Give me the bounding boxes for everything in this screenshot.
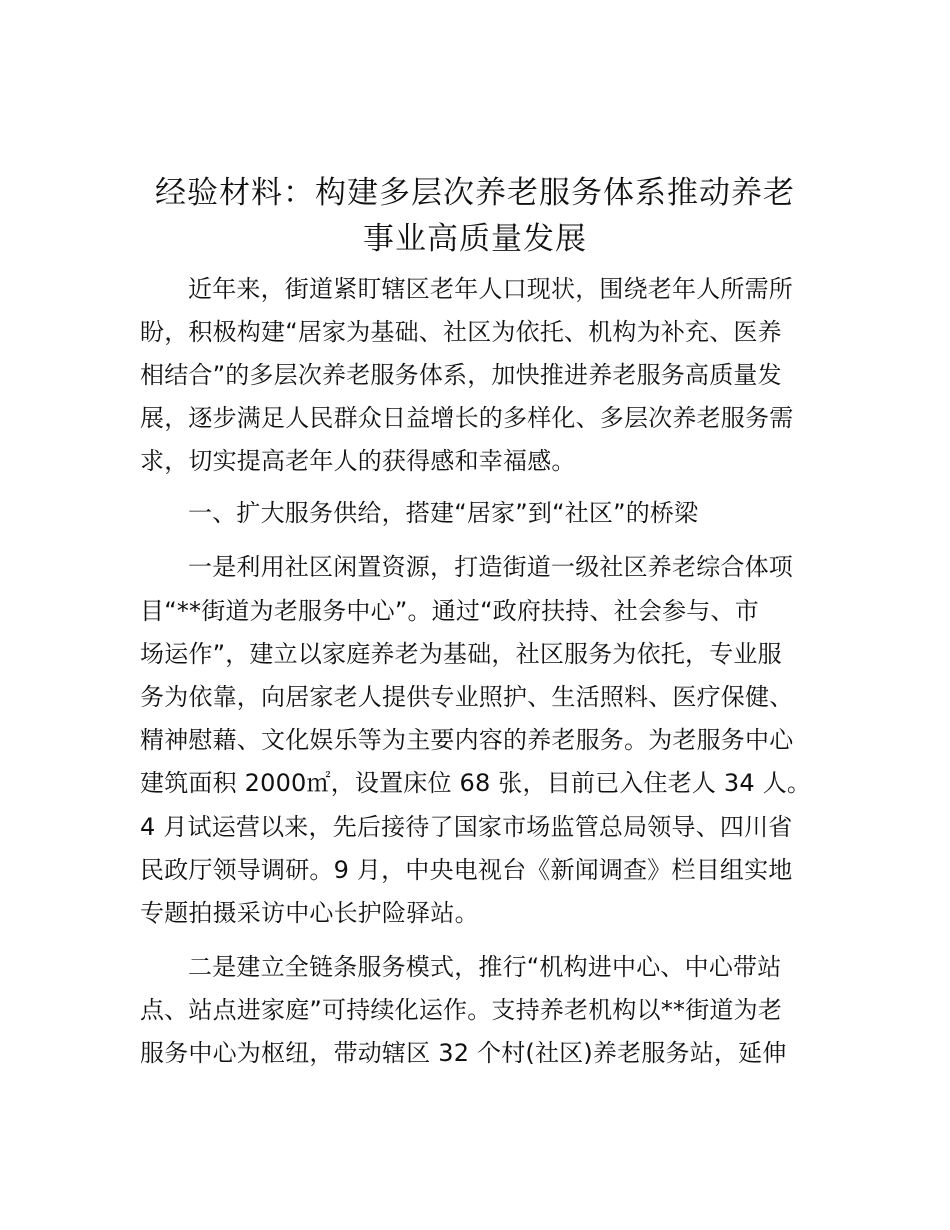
- paragraph-2-line-2: 目“**街道为老服务中心”。通过“政府扶持、社会参与、市: [140, 597, 759, 625]
- paragraph-1-line-5: 求，切实提高老年人的获得感和幸福感。: [140, 447, 576, 475]
- document-title-line-2: 事业高质量发展: [363, 221, 587, 257]
- paragraph-3-line-1: 二是建立全链条服务模式，推行“机构进中心、中心带站: [188, 953, 782, 981]
- paragraph-1-line-3: 相结合”的多层次养老服务体系，加快推进养老服务高质量发: [140, 361, 782, 389]
- section-heading-1: 一、扩大服务供给，搭建“居家”到“社区”的桥梁: [188, 499, 699, 527]
- paragraph-1-line-4: 展，逐步满足人民群众日益增长的多样化、多层次养老服务需: [140, 404, 794, 432]
- paragraph-2-line-1: 一是利用社区闲置资源，打造街道一级社区养老综合体项: [188, 553, 793, 581]
- paragraph-2-line-7: 4 月试运营以来，先后接待了国家市场监管总局领导、四川省: [140, 813, 793, 841]
- paragraph-1-line-1: 近年来，街道紧盯辖区老年人口现状，围绕老年人所需所: [188, 275, 793, 303]
- paragraph-3-line-2: 点、站点进家庭”可持续化运作。支持养老机构以**街道为老: [140, 996, 783, 1024]
- paragraph-2-line-5: 精神慰藉、文化娱乐等为主要内容的养老服务。为老服务中心: [140, 726, 794, 754]
- document-title-line-1: 经验材料：构建多层次养老服务体系推动养老: [155, 175, 795, 211]
- paragraph-2-line-3: 场运作”，建立以家庭养老为基础，社区服务为依托，专业服: [140, 640, 782, 668]
- paragraph-2-line-8: 民政厅领导调研。9 月，中央电视台《新闻调查》栏目组实地: [140, 856, 793, 884]
- paragraph-1-line-2: 盼，积极构建“居家为基础、社区为依托、机构为补充、医养: [140, 318, 782, 346]
- paragraph-2-line-6: 建筑面积 2000㎡，设置床位 68 张，目前已入住老人 34 人。: [140, 769, 812, 797]
- paragraph-2-line-4: 务为依靠，向居家老人提供专业照护、生活照料、医疗保健、: [140, 683, 794, 711]
- paragraph-3-line-3: 服务中心为枢纽，带动辖区 32 个村(社区)养老服务站，延伸: [140, 1039, 787, 1067]
- paragraph-2-line-9: 专题拍摄采访中心长护险驿站。: [140, 899, 479, 927]
